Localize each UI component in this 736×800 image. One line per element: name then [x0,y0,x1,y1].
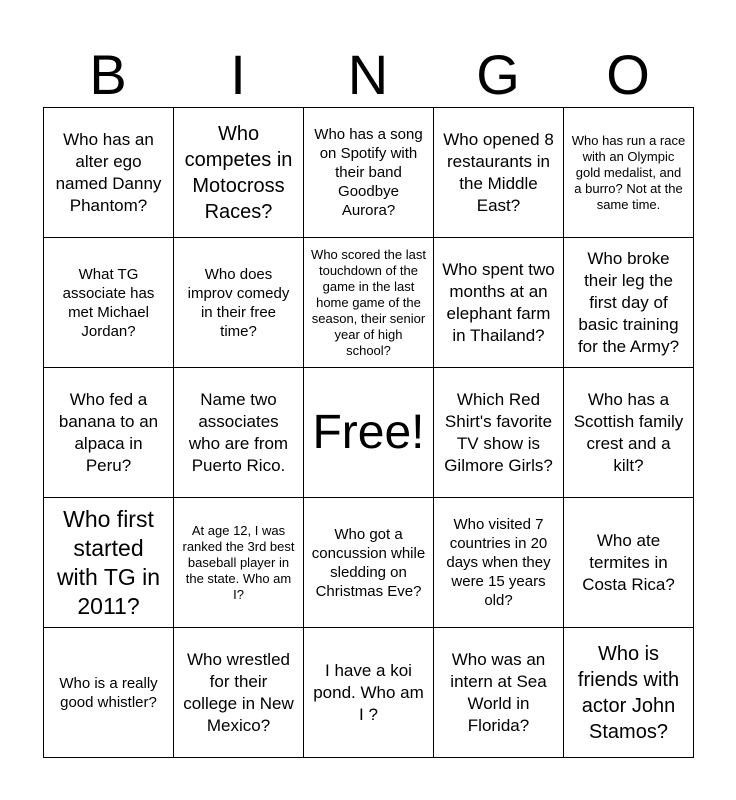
cell-text: Who ate termites in Costa Rica? [582,530,675,594]
header-letter-i: I [230,43,246,106]
cell-text: Who fed a banana to an alpaca in Peru? [58,389,159,475]
bingo-cell[interactable] [174,108,304,238]
cell-text: Who has a Scottish family crest and a kilt? [573,389,684,475]
bingo-cell[interactable] [564,368,694,498]
cell-text: Who scored the last touchdown of the game in the last home game of the season, their senior year of high school? [311,246,426,358]
cell-text: Who has an alter ego named Danny Phantom? [55,129,162,215]
cell-text: Who has a song on Spotify with their band Goodbye Aurora? [314,126,423,219]
cell-text: At age 12, I was ranked the 3rd best baseball player in the state. Who am I? [182,522,295,602]
bingo-cell[interactable] [44,628,174,758]
free-space-cell[interactable] [304,368,434,498]
header-letter-b: B [89,43,127,106]
bingo-cell[interactable] [564,498,694,628]
cell-text: I have a koi pond. Who am I ? [313,660,424,724]
cell-text: Who got a concussion while sledding on Christmas Eve? [311,525,426,600]
cell-text: Who first started with TG in 2011? [56,505,161,619]
cell-text: Who opened 8 restaurants in the Middle East? [443,129,554,215]
bingo-cell[interactable] [434,108,564,238]
bingo-cell[interactable] [564,108,694,238]
cell-text: Who is a really good whistler? [59,674,158,711]
bingo-cell[interactable] [174,238,304,368]
bingo-cell[interactable] [304,498,434,628]
bingo-cell[interactable] [434,238,564,368]
bingo-cell[interactable] [44,368,174,498]
bingo-cell[interactable] [44,108,174,238]
bingo-cell[interactable] [44,238,174,368]
bingo-cell[interactable] [304,238,434,368]
free-space-label: Free! [312,405,425,459]
cell-text: Who competes in Motocross Races? [184,122,293,223]
bingo-cell[interactable] [44,498,174,628]
cell-text: Who visited 7 countries in 20 days when they were 15 years old? [446,516,551,609]
bingo-cell[interactable] [564,238,694,368]
header-letter-g: G [476,43,520,106]
bingo-cell[interactable] [174,628,304,758]
cell-text: What TG associate has met Michael Jordan? [62,265,155,340]
bingo-cell[interactable] [564,628,694,758]
cell-text: Which Red Shirt's favorite TV show is Gilmore Girls? [444,389,553,475]
cell-text: Who has run a race with an Olympic gold medalist, and a burro? Not at the same time. [571,132,686,212]
cell-text: Who broke their leg the first day of basic training for the Army? [577,248,680,356]
cell-text: Who spent two months at an elephant farm in Thailand? [442,259,555,345]
bingo-cell[interactable] [434,368,564,498]
cell-text: Who wrestled for their college in New Mexico? [183,649,294,735]
bingo-grid [43,107,694,758]
bingo-cell[interactable] [434,628,564,758]
cell-text: Name two associates who are from Puerto Rico. [188,389,289,475]
bingo-cell[interactable] [174,498,304,628]
bingo-header [43,44,693,106]
cell-text: Who does improv comedy in their free time? [187,265,290,340]
bingo-cell[interactable] [304,108,434,238]
bingo-cell[interactable] [174,368,304,498]
bingo-cell[interactable] [304,628,434,758]
bingo-cell[interactable] [434,498,564,628]
cell-text: Who is friends with actor John Stamos? [577,642,680,743]
header-letter-n: N [347,43,389,106]
header-letter-o: O [606,43,650,106]
cell-text: Who was an intern at Sea World in Florida? [450,649,547,735]
